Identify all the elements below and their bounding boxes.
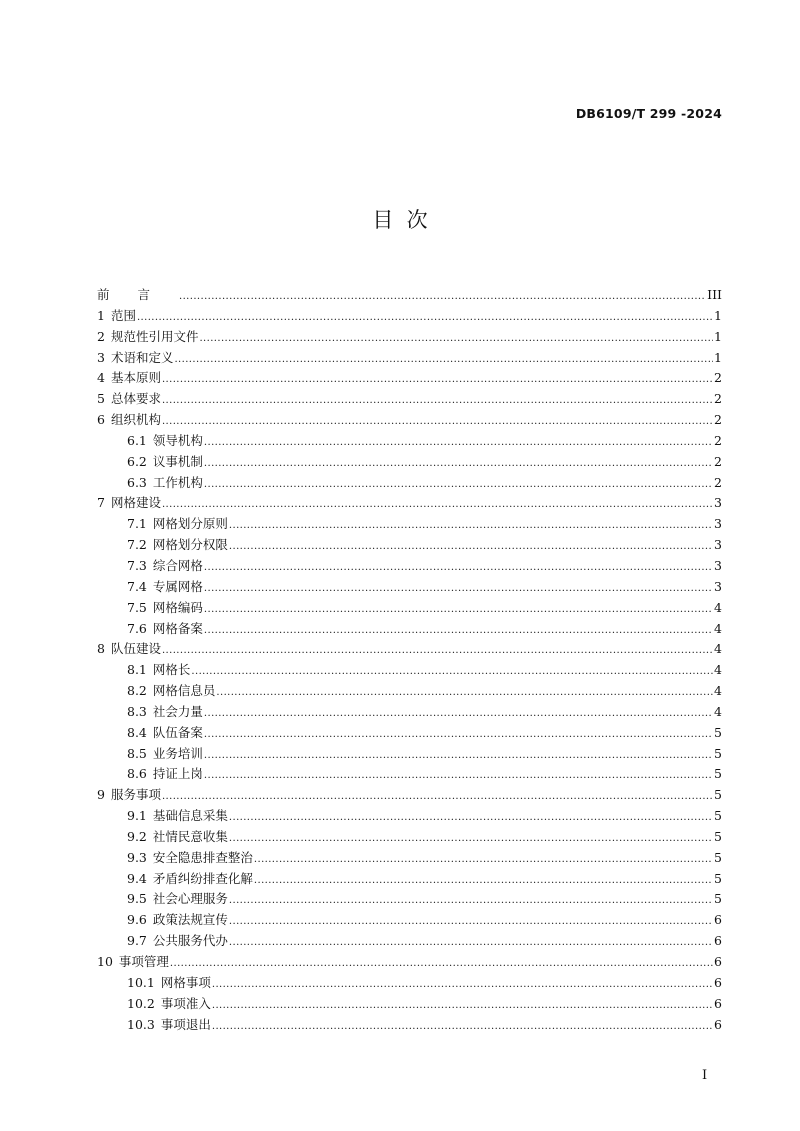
toc-entry-number: 8.4: [127, 724, 147, 740]
toc-entry-page: 2: [714, 412, 722, 428]
toc-entry[interactable]: [97, 514, 722, 535]
toc-entry[interactable]: [97, 619, 722, 640]
toc-entry-label: 网格编码: [152, 599, 203, 615]
toc-entry[interactable]: [97, 889, 722, 910]
toc-entry-page: 3: [714, 495, 722, 511]
toc-entry-number: 9.4: [127, 870, 147, 886]
dot-leader: [229, 537, 713, 558]
toc-entry-number: 4: [97, 370, 105, 386]
dot-leader: [229, 808, 713, 829]
toc-entry-number: 6.1: [127, 432, 147, 448]
toc-entry-page: 6: [714, 995, 722, 1011]
dot-leader: [229, 829, 713, 850]
page-number: I: [702, 1068, 708, 1083]
toc-entry[interactable]: [97, 973, 722, 994]
toc-entry-page: 6: [714, 1016, 722, 1032]
dot-leader: [216, 683, 713, 704]
toc-entry-page: 5: [714, 787, 722, 803]
dot-leader: [229, 891, 713, 912]
dot-leader: [204, 433, 713, 454]
toc-entry-number: 7.3: [127, 557, 147, 573]
toc-entry[interactable]: [97, 306, 722, 327]
dot-leader: [254, 871, 713, 892]
toc-entry[interactable]: [97, 910, 722, 931]
toc-entry-number: 10.2: [127, 995, 155, 1011]
toc-entry-label: 公共服务代办: [152, 933, 228, 949]
toc-entry-number: 7.6: [127, 620, 147, 636]
toc-entry-page: 6: [714, 912, 722, 928]
toc-entry-page: 5: [714, 849, 722, 865]
toc-entry[interactable]: [97, 431, 722, 452]
toc-entry-label: 网格划分权限: [152, 537, 228, 553]
toc-entry-number: 8: [97, 641, 105, 657]
toc-entry-number: 8.6: [127, 766, 147, 782]
toc-entry-page: 5: [714, 745, 722, 761]
page-title: 目 次: [372, 208, 428, 232]
dot-leader: [229, 516, 713, 537]
toc-entry-number: 9.7: [127, 933, 147, 949]
toc-entry[interactable]: [97, 952, 722, 973]
dot-leader: [229, 933, 713, 954]
toc-entry-number: 8.3: [127, 703, 147, 719]
dot-leader: [212, 996, 713, 1017]
toc-entry-label: 网格事项: [160, 974, 211, 990]
toc-entry-label: 范围: [110, 307, 136, 323]
dot-leader: [212, 1017, 713, 1038]
toc-entry-label: 基本原则: [110, 370, 161, 386]
toc-entry-label: 网格划分原则: [152, 516, 228, 532]
toc-entry-label: 前言: [97, 287, 179, 302]
toc-entry[interactable]: [97, 702, 722, 723]
toc-entry-label: 总体要求: [110, 391, 161, 407]
toc-entry-page: 5: [714, 828, 722, 844]
toc-entry-page: 2: [714, 453, 722, 469]
toc-entry-label: 网格建设: [110, 495, 161, 511]
toc-entry-number: 9: [97, 787, 105, 803]
toc-entry-page: 4: [714, 599, 722, 615]
toc-entry[interactable]: [97, 452, 722, 473]
toc-entry-page: 6: [714, 954, 722, 969]
dot-leader: [254, 850, 713, 871]
toc-entry-label: 网格信息员: [152, 683, 216, 699]
dot-leader: [204, 621, 713, 642]
toc-entry-label: 业务培训: [152, 745, 203, 761]
toc-entry-number: 9.5: [127, 891, 147, 907]
toc-entry[interactable]: [97, 869, 722, 890]
toc-entry-number: 9.2: [127, 828, 147, 844]
toc-entry-number: 10.1: [127, 974, 155, 990]
dot-leader: [204, 475, 713, 496]
dot-leader: [174, 350, 713, 371]
toc-entry-page: 5: [714, 766, 722, 782]
toc-entry[interactable]: [97, 473, 722, 494]
toc-entry-page: 5: [714, 870, 722, 886]
toc-entry-number: 7.4: [127, 578, 147, 594]
dot-leader: [162, 641, 713, 662]
dot-leader: [162, 391, 713, 412]
dot-leader: [170, 954, 713, 975]
toc-entry[interactable]: [97, 681, 722, 702]
toc-entry[interactable]: [97, 368, 722, 389]
toc-entry-number: 9.3: [127, 849, 147, 865]
toc-entry[interactable]: [97, 1015, 722, 1036]
toc-entry-page: 3: [714, 557, 722, 573]
toc-entry-number: 7: [97, 495, 105, 511]
dot-leader: [204, 746, 713, 767]
toc-entry-label: 领导机构: [152, 432, 203, 448]
toc-entry[interactable]: [97, 348, 722, 369]
toc-entry-label: 社会力量: [152, 703, 203, 719]
toc-entry[interactable]: [97, 639, 722, 660]
toc-entry[interactable]: [97, 994, 722, 1015]
toc-entry-label: 安全隐患排查整治: [152, 849, 253, 865]
toc-entry-label: 综合网格: [152, 557, 203, 573]
toc-entry-label: 规范性引用文件: [110, 328, 199, 344]
toc-entry-page: 4: [714, 662, 722, 678]
toc-entry-page: 5: [714, 724, 722, 740]
toc-entry[interactable]: [97, 535, 722, 556]
toc-entry-label: 术语和定义: [110, 349, 174, 365]
dot-leader: [199, 329, 713, 350]
dot-leader: [162, 370, 713, 391]
document-code: DB6109/T 299 -2024: [575, 106, 722, 121]
toc-entry-number: 10.3: [127, 1016, 155, 1032]
toc-entry-page: 3: [714, 537, 722, 553]
toc-entry-page: 4: [714, 620, 722, 636]
toc-entry-page: 3: [714, 516, 722, 532]
toc-entry[interactable]: [97, 660, 722, 681]
toc-entry[interactable]: [97, 327, 722, 348]
dot-leader: [204, 704, 713, 725]
toc-entry[interactable]: [97, 493, 722, 514]
dot-leader: [179, 287, 706, 308]
toc-entry[interactable]: [97, 723, 722, 744]
dot-leader: [162, 787, 713, 808]
toc-entry-label: 矛盾纠纷排查化解: [152, 870, 253, 886]
toc-entry-label: 网格备案: [152, 620, 203, 636]
toc-entry-label: 议事机制: [152, 453, 203, 469]
toc-entry[interactable]: [97, 931, 722, 952]
toc-entry[interactable]: [97, 556, 722, 577]
toc-entry[interactable]: [97, 827, 722, 848]
dot-leader: [229, 912, 713, 933]
toc-entry-label: 持证上岗: [152, 766, 203, 782]
toc-entry-number: 1: [97, 307, 105, 323]
dot-leader: [204, 558, 713, 579]
toc-entry[interactable]: [97, 764, 722, 785]
toc-entry-page: 1: [714, 349, 722, 365]
toc-entry-number: 8.1: [127, 662, 147, 678]
toc-entry-number: 5: [97, 391, 105, 407]
toc-entry-number: 2: [97, 328, 105, 344]
toc-entry[interactable]: [97, 785, 722, 806]
toc-entry-number: 6.3: [127, 474, 147, 490]
toc-entry-number: 9.6: [127, 912, 147, 928]
toc-entry-label: 专属网格: [152, 578, 203, 594]
dot-leader: [162, 412, 713, 433]
toc-entry[interactable]: [97, 389, 722, 410]
table-of-contents: [97, 285, 722, 1035]
dot-leader: [204, 579, 713, 600]
toc-entry[interactable]: [97, 806, 722, 827]
toc-entry-number: 6.2: [127, 453, 147, 469]
toc-entry-label: 队伍建设: [110, 641, 161, 657]
toc-entry-page: 1: [714, 307, 722, 323]
toc-entry-number: 7.2: [127, 537, 147, 553]
toc-entry-label: 事项准入: [160, 995, 211, 1011]
toc-entry-page: III: [707, 287, 722, 302]
toc-entry-label: 工作机构: [152, 474, 203, 490]
toc-entry[interactable]: [97, 285, 722, 306]
toc-entry-number: 8.2: [127, 683, 147, 699]
toc-entry-label: 组织机构: [110, 412, 161, 428]
toc-entry-page: 2: [714, 370, 722, 386]
toc-entry-page: 6: [714, 974, 722, 990]
toc-entry-page: 2: [714, 391, 722, 407]
toc-entry[interactable]: [97, 848, 722, 869]
dot-leader: [204, 725, 713, 746]
dot-leader: [212, 975, 713, 996]
toc-entry-page: 5: [714, 808, 722, 824]
dot-leader: [204, 454, 713, 475]
dot-leader: [204, 600, 713, 621]
toc-entry-number: 9.1: [127, 808, 147, 824]
toc-entry-number: 7.5: [127, 599, 147, 615]
toc-entry-number: 3: [97, 349, 105, 365]
toc-entry-page: 2: [714, 474, 722, 490]
toc-entry-label: 事项管理: [118, 954, 169, 969]
toc-entry-page: 4: [714, 641, 722, 657]
toc-entry-page: 3: [714, 578, 722, 594]
toc-entry-page: 1: [714, 328, 722, 344]
toc-entry-label: 基础信息采集: [152, 808, 228, 824]
toc-entry[interactable]: [97, 577, 722, 598]
toc-entry-page: 6: [714, 933, 722, 949]
toc-entry-label: 服务事项: [110, 787, 161, 803]
toc-entry-page: 2: [714, 432, 722, 448]
toc-entry[interactable]: [97, 410, 722, 431]
toc-entry[interactable]: [97, 598, 722, 619]
toc-entry-number: 7.1: [127, 516, 147, 532]
toc-entry-number: 10: [97, 954, 113, 969]
toc-entry[interactable]: [97, 744, 722, 765]
dot-leader: [137, 308, 713, 329]
dot-leader: [191, 662, 713, 683]
toc-entry-label: 事项退出: [160, 1016, 211, 1032]
toc-entry-label: 社情民意收集: [152, 828, 228, 844]
toc-entry-number: 6: [97, 412, 105, 428]
dot-leader: [204, 766, 713, 787]
toc-entry-label: 政策法规宣传: [152, 912, 228, 928]
toc-entry-page: 4: [714, 703, 722, 719]
toc-entry-label: 队伍备案: [152, 724, 203, 740]
toc-entry-number: 8.5: [127, 745, 147, 761]
toc-entry-label: 网格长: [152, 662, 191, 678]
toc-entry-page: 5: [714, 891, 722, 907]
toc-entry-page: 4: [714, 683, 722, 699]
dot-leader: [162, 495, 713, 516]
toc-entry-label: 社会心理服务: [152, 891, 228, 907]
